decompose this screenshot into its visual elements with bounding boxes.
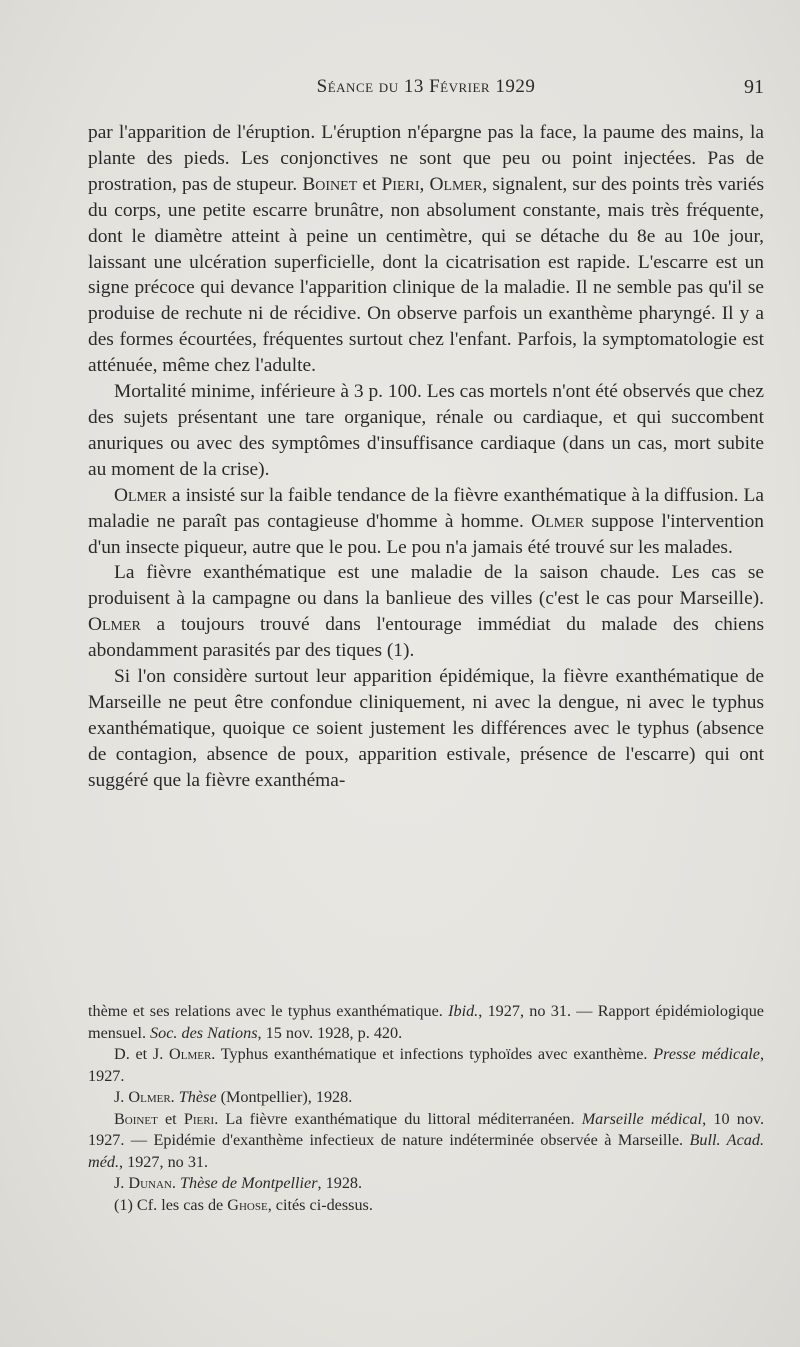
footnote-2 — [88, 1044, 764, 1087]
text-run: a insisté sur la faible tendance de la fièvre exanthématique à la diffusion. La maladie ne paraît pas contagieuse d'homme à homme. — [88, 484, 764, 532]
paragraph-1 — [88, 120, 764, 379]
journal-title: Thèse de Montpellier — [179, 1174, 318, 1192]
text-run: , 15 nov. 1928, p. 420. — [257, 1023, 403, 1042]
footnote-6 — [88, 1195, 764, 1217]
author-name: Olmer — [429, 173, 483, 195]
footnote-1 — [88, 1001, 764, 1044]
author-name: Ghose — [227, 1195, 268, 1214]
journal-title: Ibid. — [448, 1002, 479, 1020]
author-name: Pieri — [381, 173, 420, 195]
text-run: , — [419, 173, 430, 195]
text-run: , cités ci-dessus. — [267, 1195, 373, 1214]
running-head: Séance du 13 Février 1929 — [316, 76, 536, 97]
text-run: thème et ses relations avec le typhus exanthématique. — [88, 1002, 449, 1020]
journal-title: Marseille médical — [581, 1109, 703, 1128]
author-name: Olmer — [114, 484, 167, 506]
page-number: 91 — [744, 76, 764, 98]
footnote-5 — [88, 1173, 764, 1195]
text-run: et — [157, 1109, 184, 1128]
text-run: (Montpellier), 1928. — [216, 1088, 353, 1106]
text-run: (1) Cf. les cas de — [114, 1195, 228, 1214]
footnote-3 — [88, 1087, 764, 1109]
footnotes — [88, 1001, 764, 1216]
footnote-4 — [88, 1109, 764, 1174]
author-name: Olmer — [88, 614, 141, 636]
paragraph-5: Si l'on considère surtout leur apparition épidémique, la fièvre exanthématique de Marseille ne peut être confondue cliniquement, ni avec la dengue, ni avec le typhus exanthématique, quoique ce soient justement les différences avec le typhus (absence de contagion, absence de poux, apparition estivale, présence de l'escarre) qui ont suggéré que la fièvre exanthéma- — [88, 666, 764, 791]
text-run: , 1928. — [317, 1174, 363, 1192]
journal-title: Soc. des Nations — [150, 1023, 258, 1042]
text-run: . — [170, 1088, 179, 1106]
text-run: D. et J. — [114, 1045, 170, 1063]
text-run: . — [171, 1174, 180, 1192]
text-run: , 1927, no 31. — Rapport épidémiologique mensuel. — [88, 1002, 764, 1042]
journal-title: Presse médicale — [653, 1045, 760, 1063]
author-name: Olmer — [531, 510, 585, 532]
text-run: J. — [114, 1174, 129, 1192]
text-run: , 1927, no 31. — [119, 1152, 209, 1171]
author-name: Boinet — [114, 1109, 158, 1128]
text-run: . Typhus exanthématique et infections typhoïdes avec exanthème. — [211, 1045, 654, 1063]
paragraph-4 — [88, 560, 764, 664]
author-name: Olmer — [128, 1088, 171, 1106]
text-run: , signalent, sur des points très variés du corps, une petite escarre brunâtre, non absolument constante, mais très fréquente, dont le diamètre atteint à peine un centimètre, qui se détache du 8e au 10e jour, laissant une ulcération superficielle, dont la cicatrisation est rapide. L'escarre est un signe précoce qui devance l'apparition clinique de la maladie. Il ne semble pas qu'il se produise de rechute ni de récidive. On observe parfois un exanthème pharyngé. Il y a des formes écourtées, fréquentes surtout chez l'enfant. Parfois, la symptomatologie est atténuée, même chez l'adulte. — [88, 173, 764, 377]
text-run: et — [357, 173, 382, 195]
author-name: Boinet — [302, 173, 358, 195]
text-run: La fièvre exanthématique est une maladie de la saison chaude. Les cas se produisent à la campagne ou dans la banlieue des villes (c'est le cas pour Marseille). — [88, 562, 764, 610]
text-run: , 1927. — [88, 1045, 765, 1085]
main-text — [88, 120, 764, 794]
journal-title: Thèse — [178, 1088, 217, 1106]
text-run: suppose l'intervention d'un insecte piqueur, autre que le pou. Le pou n'a jamais été trouvé sur les malades. — [88, 510, 764, 558]
text-run: a toujours trouvé dans l'entourage immédiat du malade des chiens abondamment parasités par des tiques (1). — [88, 614, 764, 662]
paragraph-2: Mortalité minime, inférieure à 3 p. 100. Les cas mortels n'ont été observés que chez des sujets présentant une tare organique, rénale ou cardiaque, et qui succombent anuriques ou avec des symptômes d'insuffisance cardiaque (dans un cas, mort subite au moment de la crise). — [88, 381, 764, 480]
page-header — [88, 76, 764, 106]
author-name: Pieri — [183, 1109, 215, 1128]
journal-title: Bull. Acad. méd. — [88, 1131, 764, 1171]
author-name: Olmer — [169, 1045, 212, 1063]
text-run: , 10 nov. 1927. — Epidémie d'exanthème infectieux de nature indéterminée observée à Marseille. — [88, 1109, 765, 1149]
author-name: Dunan — [128, 1174, 172, 1192]
text-run: . La fièvre exanthématique du littoral méditerranéen. — [214, 1109, 582, 1128]
text-run: J. — [114, 1088, 129, 1106]
paragraph-3 — [88, 483, 764, 561]
text-run: par l'apparition de l'éruption. L'éruption n'épargne pas la face, la paume des mains, la plante des pieds. Les conjonctives ne sont que peu ou point injectées. Pas de prostration, pas de stupeur. — [88, 122, 764, 195]
